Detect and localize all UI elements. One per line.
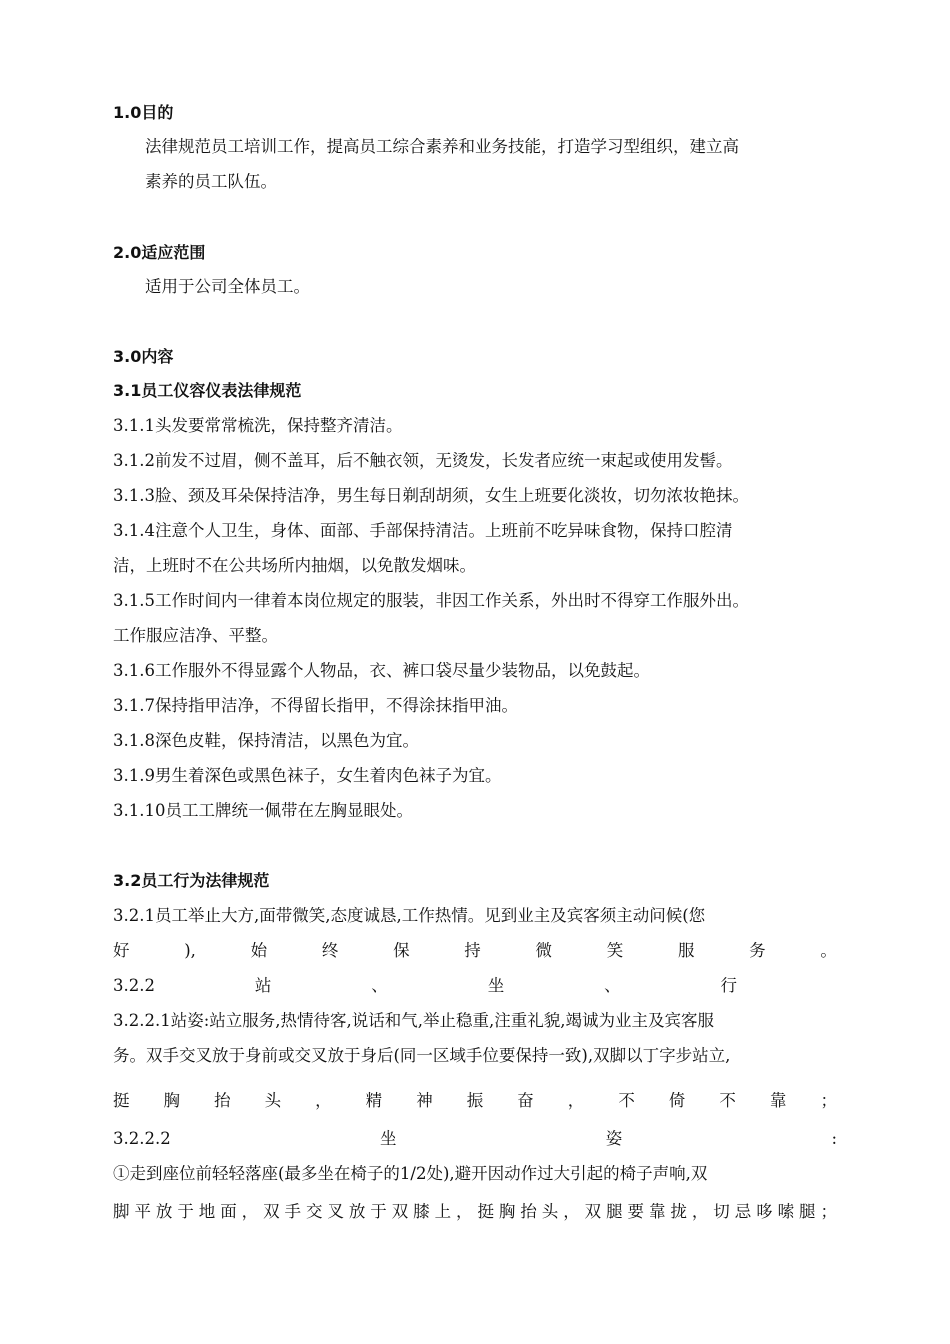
spread-token: 精 <box>365 1091 383 1110</box>
spread-line-4 <box>113 1126 837 1152</box>
item-line: 3.1.1头发要常常梳洗，保持整齐清洁。 <box>113 416 403 435</box>
item-line: 3.1.2前发不过眉，侧不盖耳，后不触衣领，无烫发，长发者应统一束起或使用发髻。 <box>113 451 733 470</box>
spread-token: 抬 <box>214 1091 231 1110</box>
spread-token: : <box>831 1129 837 1148</box>
spread-token: ； <box>820 1202 837 1221</box>
item-line: 务。双手交叉放于身前或交叉放于身后(同一区域手位要保持一致),双脚以丁字步站立, <box>113 1046 731 1065</box>
spread-token: 面 <box>220 1202 237 1221</box>
spread-token: ， <box>691 1202 709 1221</box>
spread-token: ), <box>184 941 196 960</box>
spread-token: 挺 <box>113 1091 130 1110</box>
item-line: 洁，上班时不在公共场所内抽烟，以免散发烟味。 <box>113 556 476 575</box>
spread-line-1 <box>113 938 837 964</box>
spread-token: 服 <box>677 941 695 960</box>
spread-token: 嗦 <box>777 1202 795 1221</box>
spread-token: ， <box>456 1202 473 1221</box>
spread-token: 、 <box>371 976 388 995</box>
spread-token: ； <box>820 1091 837 1110</box>
spread-token: 奋 <box>517 1091 534 1110</box>
spread-token: 要 <box>627 1202 644 1221</box>
item-line: 3.1.7保持指甲洁净，不得留长指甲，不得涂抹指甲油。 <box>113 696 518 715</box>
spread-token: ， <box>241 1202 259 1221</box>
spread-token: 忌 <box>734 1202 752 1221</box>
paragraph-line: 素养的员工队伍。 <box>145 172 277 191</box>
spread-token: 3.2.2.2 <box>113 1129 171 1148</box>
spread-token: 拢 <box>670 1202 687 1221</box>
spread-token: 放 <box>155 1202 173 1221</box>
spread-token: 不 <box>618 1091 635 1110</box>
item-line: 3.1.8深色皮鞋，保持清洁，以黑色为宜。 <box>113 731 419 750</box>
spread-token: 靠 <box>769 1091 787 1110</box>
item-line: ①走到座位前轻轻落座(最多坐在椅子的1/2处),避开因动作过大引起的椅子声响,双 <box>113 1164 708 1183</box>
spread-token: 微 <box>535 941 552 960</box>
spread-token: 膝 <box>413 1202 430 1221</box>
spread-token: ， <box>567 1091 585 1110</box>
heading-purpose: 1.0目的 <box>113 103 174 122</box>
item-line: 3.1.3脸、颈及耳朵保持洁净，男生每日剃刮胡须，女生上班要化淡妆，切勿浓妆艳抹。 <box>113 486 749 505</box>
item-line: 3.2.2.1站姿:站立服务,热情待客,说话和气,举止稳重,注重礼貌,竭诚为业主及宾客服 <box>113 1011 715 1030</box>
spread-token: 头 <box>264 1091 282 1110</box>
spread-token: 行 <box>720 976 738 995</box>
spread-token: 哆 <box>756 1202 773 1221</box>
spread-token: 于 <box>370 1202 387 1221</box>
spread-token: ， <box>315 1091 332 1110</box>
spread-token: 抬 <box>520 1202 537 1221</box>
spread-token: 笑 <box>606 941 624 960</box>
item-line: 3.1.9男生着深色或黑色袜子，女生着肉色袜子为宜。 <box>113 766 502 785</box>
spread-token: 持 <box>464 941 481 960</box>
item-line: 3.1.5工作时间内一律着本岗位规定的服装，非因工作关系，外出时不得穿工作服外出。 <box>113 591 749 610</box>
item-line: 3.1.6工作服外不得显露个人物品，衣、裤口袋尽量少装物品，以免鼓起。 <box>113 661 650 680</box>
spread-token: 头 <box>541 1202 559 1221</box>
spread-token: 神 <box>416 1091 433 1110</box>
paragraph-line: 适用于公司全体员工。 <box>145 277 310 296</box>
item-line: 工作服应洁净、平整。 <box>113 626 278 645</box>
spread-token: 不 <box>719 1091 736 1110</box>
spread-token: 双 <box>584 1202 602 1221</box>
spread-token: 终 <box>321 941 339 960</box>
item-line: 3.1.10员工工牌统一佩带在左胸显眼处。 <box>113 801 413 820</box>
heading-behavior: 3.2员工行为法律规范 <box>113 871 270 890</box>
spread-line-2 <box>113 973 837 999</box>
spread-token: 于 <box>177 1202 194 1221</box>
spread-token: 胸 <box>163 1091 181 1110</box>
item-line: 3.1.4注意个人卫生，身体、面部、手部保持清洁。上班前不吃异味食物，保持口腔清 <box>113 521 733 540</box>
spread-token: 叉 <box>327 1202 344 1221</box>
spread-token: 平 <box>134 1202 151 1221</box>
item-line: 3.2.1员工举止大方,面带微笑,态度诚恳,工作热情。见到业主及宾客须主动问候(您 <box>113 906 706 925</box>
spread-token: 、 <box>604 976 621 995</box>
spread-token: 手 <box>284 1202 301 1221</box>
spread-token: 脚 <box>113 1202 130 1221</box>
spread-token: 始 <box>250 941 268 960</box>
spread-token: 坐 <box>379 1129 397 1148</box>
spread-token: 双 <box>391 1202 409 1221</box>
spread-token: 好 <box>113 941 130 960</box>
spread-token: 腿 <box>606 1202 623 1221</box>
heading-appearance: 3.1员工仪容仪表法律规范 <box>113 381 302 400</box>
spread-line-5 <box>113 1199 837 1225</box>
spread-token: 腿 <box>799 1202 816 1221</box>
spread-token: 胸 <box>498 1202 516 1221</box>
paragraph-line: 法律规范员工培训工作，提高员工综合素养和业务技能，打造学习型组织，建立高 <box>145 137 739 156</box>
spread-token: 。 <box>820 941 837 960</box>
heading-scope: 2.0适应范围 <box>113 243 206 262</box>
spread-token: 上 <box>434 1202 452 1221</box>
spread-token: 靠 <box>648 1202 666 1221</box>
spread-token: 地 <box>198 1202 216 1221</box>
spread-line-3 <box>113 1088 837 1114</box>
spread-token: 姿 <box>605 1129 623 1148</box>
heading-content: 3.0内容 <box>113 347 174 366</box>
spread-token: 双 <box>263 1202 280 1221</box>
spread-token: 站 <box>254 976 272 995</box>
spread-token: 振 <box>466 1091 484 1110</box>
spread-token: 坐 <box>487 976 505 995</box>
spread-token: 务 <box>749 941 766 960</box>
spread-token: 3.2.2 <box>113 976 155 995</box>
spread-token: ， <box>563 1202 580 1221</box>
spread-token: 倚 <box>668 1091 686 1110</box>
spread-token: 保 <box>393 941 410 960</box>
spread-token: 切 <box>713 1202 730 1221</box>
spread-token: 放 <box>348 1202 366 1221</box>
spread-token: 交 <box>305 1202 323 1221</box>
spread-token: 挺 <box>477 1202 494 1221</box>
